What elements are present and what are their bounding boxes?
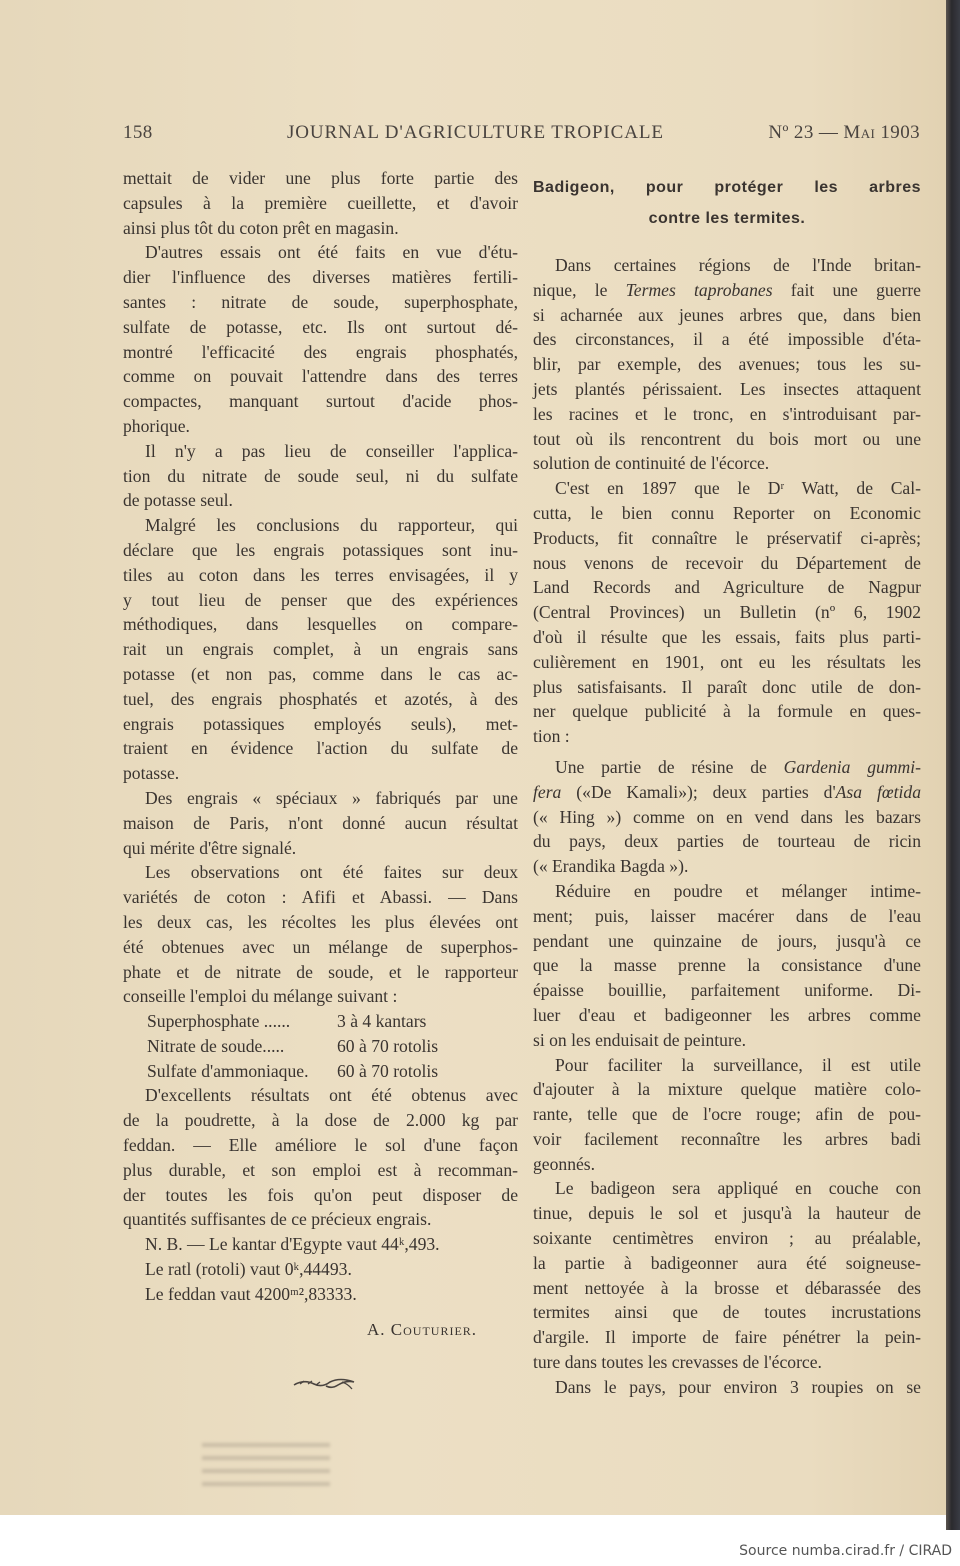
- text-line: Il n'y a pas lieu de conseiller l'applica-: [145, 440, 518, 461]
- text-line: sulfate de potasse, etc. Ils ont surtout dé-: [123, 316, 518, 337]
- italic-text: Gardenia gummi-: [783, 756, 922, 777]
- text-line: Réduire en poudre et mélanger intime-: [555, 880, 921, 901]
- text-line: épaisse bouillie, parfaitement uniforme. Di-: [533, 980, 921, 1001]
- paragraph: [533, 253, 921, 476]
- text-line: été obtenues avec un mélange de superphos-: [123, 936, 518, 957]
- text-line: d'ajouter à la mixture quelque matière colo-: [533, 1079, 921, 1100]
- italic-text: fera: [533, 781, 562, 802]
- left-paragraphs-after: [123, 1083, 518, 1306]
- text-segment: («De Kamali»); deux parties d': [561, 781, 836, 802]
- text-line: comme on pouvait l'attendre dans des terres: [123, 366, 518, 387]
- text-line: santes : nitrate de soude, superphosphate,: [123, 291, 518, 312]
- text-line: nous venons de recevoir du Département de: [533, 552, 921, 573]
- text-line: ainsi plus tôt du coton prêt en magasin.: [123, 217, 399, 238]
- product-quantity: 3 à 4 kantars: [337, 1011, 427, 1032]
- text-line: Le badigeon sera appliqué en couche con: [555, 1178, 921, 1199]
- product-quantity: 60 à 70 rotolis: [337, 1060, 439, 1081]
- text-line: luer d'eau et badigeonner les arbres comme: [533, 1004, 921, 1025]
- italic-text: Asa fœtida: [835, 781, 921, 802]
- text-line: Le ratl (rotoli) vaut 0ᵏ,44493.: [145, 1259, 352, 1280]
- paragraph: [533, 755, 921, 879]
- text-line: jets plantés périssaient. Les insectes attaquent: [533, 378, 921, 399]
- text-line: Le feddan vaut 4200ᵐ²,83333.: [145, 1283, 357, 1304]
- text-line: montré l'efficacité des engrais phosphatés,: [123, 341, 518, 362]
- text-line: feddan. — Elle améliore le sol d'une façon: [123, 1135, 518, 1156]
- ornament-flourish-icon: [292, 1376, 362, 1392]
- text-line: conseille l'emploi du mélange suivant :: [123, 986, 398, 1007]
- text-line: mettait de vider une plus forte partie des: [123, 168, 518, 188]
- text-line: variétés de coton : Afifi et Abassi. — Dans: [123, 887, 518, 908]
- text-line: geonnés.: [533, 1153, 596, 1174]
- text-line: (« Erandika Bagda »).: [533, 856, 689, 877]
- text-segment: Une partie de résine de: [555, 756, 784, 777]
- right-column: [533, 253, 921, 1400]
- text-line: des circonstances, il a été impossible d'éta-: [533, 329, 921, 350]
- text-line: potasse (et non pas, comme dans le cas ac-: [123, 663, 518, 684]
- journal-title: JOURNAL D'AGRICULTURE TROPICALE: [287, 122, 664, 143]
- text-line: les racines et le tronc, en s'introduisant par-: [533, 403, 921, 424]
- text-line: ment nettoyée à la brosse et débarassée des: [533, 1277, 921, 1298]
- text-line: qui mérite d'être signalé.: [123, 837, 297, 858]
- article-title: [533, 172, 921, 234]
- text-line: plus satisfaisants. Il paraît donc utile de don-: [533, 676, 921, 697]
- text-line: Dans certaines régions de l'Inde britan-: [555, 255, 921, 275]
- table-row: [123, 1034, 518, 1059]
- paragraph: [123, 860, 518, 1009]
- text-line: [533, 755, 921, 780]
- text-line: Land Records and Agriculture de Nagpur: [533, 577, 921, 598]
- text-line: potasse.: [123, 763, 180, 784]
- text-line: y tout lieu de penser que des expériences: [123, 589, 518, 610]
- text-line: dier l'influence des diverses matières fertili-: [123, 267, 518, 288]
- text-line: du pays, deux parties de tourteau de ricin: [533, 831, 921, 852]
- text-line: maison de Paris, n'ont donné aucun résultat: [123, 812, 518, 833]
- paragraph: [533, 1375, 921, 1400]
- paragraph: [123, 1083, 518, 1232]
- text-line: compactes, manquant surtout d'acide phos-: [123, 391, 518, 412]
- text-line: soixante centimètres environ ; au préalable,: [533, 1228, 921, 1249]
- paragraph: [533, 1053, 921, 1177]
- text-line: si acharnée aux jeunes arbres que, dans bien: [533, 304, 921, 325]
- text-line: quantités suffisantes de ce précieux engrais.: [123, 1209, 432, 1230]
- text-line: capsules à la première cueillette, et d'avoir: [123, 192, 518, 213]
- text-line: (Central Provinces) un Bulletin (nº 6, 1902: [533, 602, 921, 623]
- product-name: Nitrate de soude.....: [147, 1035, 285, 1056]
- text-line: solution de continuité de l'écorce.: [533, 453, 770, 474]
- text-segment: nique, le: [533, 279, 626, 300]
- text-line: tiles au coton dans les terres envisagées, il y: [123, 564, 518, 585]
- text-line: culièrement en 1901, ont eu les résultats les: [533, 651, 921, 672]
- book-binding-edge: [946, 0, 960, 1530]
- text-line: [533, 278, 921, 303]
- text-line: traient en évidence l'action du sulfate de: [123, 738, 518, 759]
- text-line: pendant une quinzaine de jours, jusqu'à ce: [533, 930, 921, 951]
- text-line: de potasse seul.: [123, 490, 233, 511]
- text-line: D'excellents résultats ont été obtenus avec: [145, 1085, 518, 1106]
- paragraph: [533, 476, 921, 749]
- text-line: N. B. — Le kantar d'Egypte vaut 44ᵏ,493.: [145, 1234, 440, 1255]
- source-credit: Source numba.cirad.fr / CIRAD: [739, 1543, 952, 1559]
- text-line: phate et de nitrate de soude, et le rapporteur: [123, 961, 518, 982]
- text-line: plus durable, et son emploi est à recomman-: [123, 1159, 518, 1180]
- paragraph: [123, 1232, 518, 1257]
- text-line: phorique.: [123, 415, 190, 436]
- text-line: Pour faciliter la surveillance, il est utile: [555, 1054, 921, 1075]
- text-line: Des engrais « spéciaux » fabriqués par une: [145, 787, 518, 808]
- text-line: C'est en 1897 que le Dʳ Watt, de Cal-: [555, 478, 921, 499]
- text-line: tinue, depuis le sol et jusqu'à la hauteur de: [533, 1203, 921, 1224]
- italic-text: Termes taprobanes: [625, 279, 773, 300]
- mixture-table: [123, 1009, 518, 1083]
- paragraph: [123, 513, 518, 786]
- paragraph: [123, 786, 518, 860]
- text-line: tout où ils rencontrent du bois mort ou une: [533, 428, 921, 449]
- text-line: les deux cas, les récoltes les plus élevées ont: [123, 911, 518, 932]
- page-number: 158: [123, 122, 153, 143]
- paragraph: [123, 166, 518, 240]
- text-line: d'argile. Il importe de faire pénétrer la pein-: [533, 1327, 921, 1348]
- product-quantity: 60 à 70 rotolis: [337, 1035, 439, 1056]
- text-line: cutta, le bien connu Reporter on Economic: [533, 502, 921, 523]
- text-line: d'où il résulte que les essais, faits plus parti-: [533, 626, 921, 647]
- author-signature: A. Couturier.: [367, 1320, 478, 1339]
- product-name: Sulfate d'ammoniaque.: [147, 1060, 309, 1081]
- text-line: der toutes les fois qu'on peut disposer de: [123, 1184, 518, 1205]
- text-line: déclare que les engrais potassiques sont inu-: [123, 539, 518, 560]
- text-line: si on les enduisait de peinture.: [533, 1029, 747, 1050]
- text-line: tion du nitrate de soude seul, ni du sulfate: [123, 465, 518, 486]
- text-line: (« Hing ») comme on en vend dans les bazars: [533, 806, 921, 827]
- text-segment: fait une guerre: [772, 279, 921, 300]
- text-line: Products, fit connaître le préservatif ci-après;: [533, 527, 921, 548]
- text-line: termites ainsi que de toutes incrustations: [533, 1302, 921, 1323]
- text-line: [533, 780, 921, 805]
- paragraph: [533, 1176, 921, 1374]
- text-line: engrais potassiques employés seuls), met-: [123, 713, 518, 734]
- text-line: voir facilement reconnaître les arbres badi: [533, 1128, 921, 1149]
- right-paragraphs: [533, 253, 921, 1400]
- text-line: ment; puis, laisser macérer dans de l'eau: [533, 905, 921, 926]
- text-line: rait un engrais complet, à un engrais sans: [123, 639, 518, 660]
- text-line: ner quelque publicité à la formule en ques-: [533, 701, 921, 722]
- text-line: de la poudrette, à la dose de 2.000 kg par: [123, 1110, 518, 1131]
- library-stamp: [196, 1434, 336, 1500]
- title-line-2: contre les termites.: [648, 210, 806, 227]
- paragraph: [123, 1257, 518, 1282]
- title-line-1: Badigeon, pour protéger les arbres: [533, 179, 921, 196]
- text-line: tion :: [533, 726, 570, 747]
- text-line: blir, par exemple, des avenues; tous les su-: [533, 354, 921, 375]
- running-header: [123, 122, 920, 150]
- table-row: [123, 1059, 518, 1084]
- text-line: ture dans toutes les crevasses de l'écorce.: [533, 1352, 822, 1373]
- issue-info: Nº 23 — Mai 1903: [768, 122, 920, 143]
- left-paragraphs: [123, 166, 518, 1009]
- paragraph: [123, 240, 518, 438]
- text-line: méthodiques, dans lesquelles on compare-: [123, 614, 518, 635]
- text-line: la partie à badigeonner aura été soigneuse-: [533, 1252, 921, 1273]
- paragraph: [533, 879, 921, 1053]
- text-line: D'autres essais ont été faits en vue d'étu-: [145, 242, 518, 263]
- left-column: [123, 166, 518, 1307]
- paragraph: [123, 1282, 518, 1307]
- product-name: Superphosphate ......: [147, 1011, 291, 1032]
- table-row: [123, 1009, 518, 1034]
- text-line: Les observations ont été faites sur deux: [145, 862, 518, 883]
- paragraph: [123, 439, 518, 513]
- text-line: que la masse prenne la consistance d'une: [533, 955, 921, 976]
- text-line: rante, telle que de l'ocre rouge; afin de pou-: [533, 1104, 921, 1125]
- text-line: Malgré les conclusions du rapporteur, qui: [145, 515, 518, 536]
- text-line: Dans le pays, pour environ 3 roupies on se: [555, 1376, 921, 1397]
- text-line: tuel, des engrais phosphatés et azotés, à des: [123, 688, 518, 709]
